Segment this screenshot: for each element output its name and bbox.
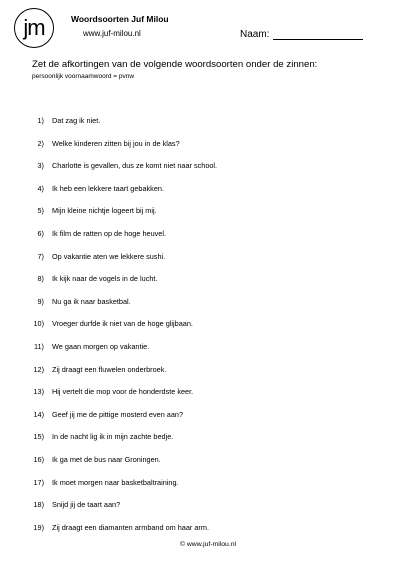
sentence-number: 3): [37, 161, 44, 171]
sentence-text: Dat zag ik niet.: [52, 116, 101, 125]
sentence-number: 15): [33, 432, 44, 442]
sentence-text: Charlotte is gevallen, dus ze komt niet naar school.: [52, 161, 218, 171]
name-line: [273, 39, 363, 40]
sentence-text: We gaan morgen op vakantie.: [52, 341, 150, 351]
sentence-number: 12): [33, 364, 44, 374]
abbreviation-legend: persoonlijk voornaamwoord = pvnw: [32, 73, 135, 80]
sentence-text: Zij draagt een diamanten armband om haar arm.: [52, 522, 209, 532]
sentence-text: Ik film de ratten op de hoge heuvel.: [52, 228, 166, 238]
sentence-number: 10): [33, 319, 44, 329]
sentence-text: Hij vertelt die mop voor de honderdste keer.: [52, 387, 194, 397]
sentence-text: Ik ga met de bus naar Groningen.: [52, 454, 161, 464]
sentence-number: 2): [37, 138, 44, 148]
sentence-number: 19): [33, 522, 44, 532]
sentence-text: Ik kijk naar de vogels in de lucht.: [52, 274, 158, 284]
site-url: www.juf-milou.nl: [83, 29, 141, 38]
worksheet-title: Woordsoorten Juf Milou: [71, 14, 169, 24]
sentence-text: Geef jij me de pittige mosterd even aan?: [52, 409, 184, 419]
sentence-number: 11): [33, 341, 44, 351]
sentence-number: 5): [37, 206, 44, 216]
sentence-text: Zij draagt een fluwelen onderbroek.: [52, 364, 167, 374]
sentence-text: Ik heb een lekkere taart gebakken.: [52, 183, 164, 193]
sentence-number: 17): [33, 477, 44, 487]
sentence-number: 9): [37, 296, 44, 306]
footer-copyright: © www.juf-milou.nl: [180, 541, 236, 548]
assignment-text: Zet de afkortingen van de volgende woordsoorten onder de zinnen:: [32, 59, 318, 70]
sentence-number: 8): [37, 274, 44, 284]
sentence-number: 4): [37, 183, 44, 193]
sentence-text: In de nacht lig ik in mijn zachte bedje.: [52, 432, 174, 442]
logo: [14, 8, 54, 48]
sentence-text: Snijd jij de taart aan?: [52, 500, 121, 510]
sentence-number: 7): [37, 251, 44, 261]
sentence-number: 14): [33, 409, 44, 419]
sentence-number: 18): [33, 500, 44, 510]
sentence-text: Mijn kleine nichtje logeert bij mij.: [52, 206, 157, 216]
sentence-text: Ik moet morgen naar basketbaltraining.: [52, 477, 179, 487]
sentence-text: Vroeger durfde ik niet van de hoge glijbaan.: [52, 319, 193, 329]
sentence-number: 16): [33, 454, 44, 464]
sentence-number: 6): [37, 228, 44, 238]
name-label: Naam:: [240, 29, 270, 40]
logo-text: jm: [23, 15, 45, 40]
sentence-text: Nu ga ik naar basketbal.: [52, 296, 131, 306]
sentence-number: 1): [37, 116, 44, 125]
sentence-text: Welke kinderen zitten bij jou in de klas?: [52, 138, 180, 148]
sentence-text: Op vakantie aten we lekkere sushi.: [52, 251, 166, 261]
sentence-number: 13): [33, 387, 44, 397]
